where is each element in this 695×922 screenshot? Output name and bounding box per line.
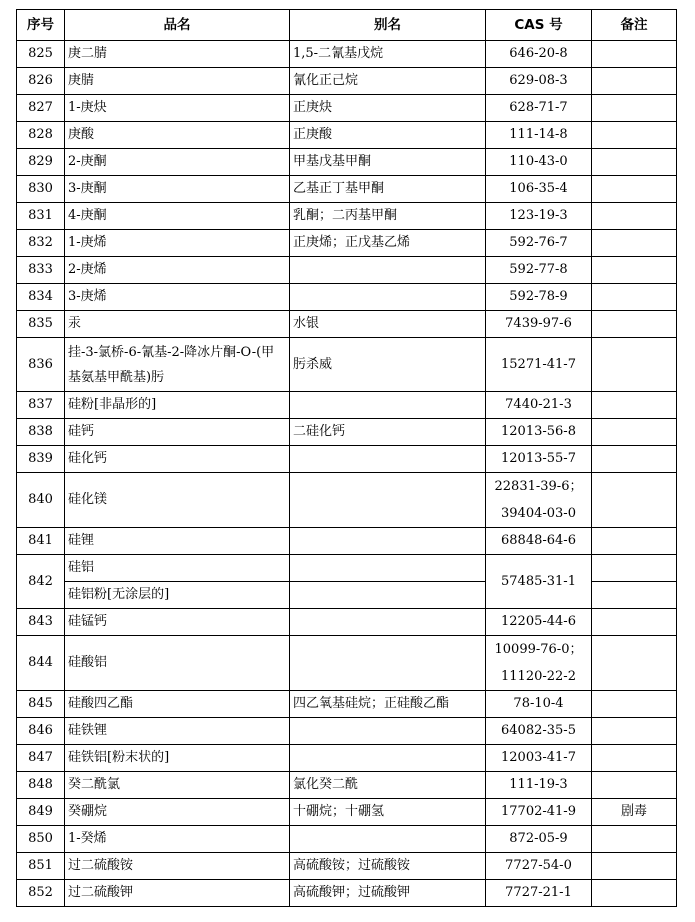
row-alias: 正庚酸: [290, 122, 486, 149]
row-name: 庚二腈: [65, 41, 290, 68]
row-cas: [486, 636, 592, 691]
row-no: 844: [17, 636, 65, 691]
row-note: [592, 826, 677, 853]
row-no: 840: [17, 473, 65, 528]
row-alias: 1,5-二氰基戊烷: [290, 41, 486, 68]
row-alias: 甲基戊基甲酮: [290, 149, 486, 176]
row-no: 847: [17, 745, 65, 772]
table-row: [17, 853, 677, 880]
row-cas: 592-76-7: [486, 230, 592, 257]
row-no: 843: [17, 609, 65, 636]
row-no: 839: [17, 446, 65, 473]
row-note: [592, 609, 677, 636]
row-name: 2-庚酮: [65, 149, 290, 176]
row-name: 癸硼烷: [65, 799, 290, 826]
row-note: [592, 176, 677, 203]
row-name: [65, 555, 290, 609]
row-note: [592, 772, 677, 799]
cas-line: 11120-22-2: [501, 669, 576, 684]
row-cas: 7727-54-0: [486, 853, 592, 880]
table-row: [17, 745, 677, 772]
row-cas: 12013-55-7: [486, 446, 592, 473]
note-line: [592, 581, 676, 608]
row-name: 硅粉[非晶形的]: [65, 392, 290, 419]
row-alias: [290, 745, 486, 772]
row-cas: 646-20-8: [486, 41, 592, 68]
table-row: [17, 609, 677, 636]
chemical-table: [16, 9, 677, 907]
row-name: 过二硫酸钾: [65, 880, 290, 907]
row-no: 826: [17, 68, 65, 95]
row-cas: 12013-56-8: [486, 419, 592, 446]
row-alias: 高硫酸铵；过硫酸铵: [290, 853, 486, 880]
header-no: 序号: [17, 10, 65, 41]
row-name: 硅钙: [65, 419, 290, 446]
row-name: 硅锰钙: [65, 609, 290, 636]
row-cas: 68848-64-6: [486, 528, 592, 555]
row-note: [592, 338, 677, 392]
row-no: 828: [17, 122, 65, 149]
row-name: 硅锂: [65, 528, 290, 555]
row-alias: 乳酮；二丙基甲酮: [290, 203, 486, 230]
row-no: 829: [17, 149, 65, 176]
table-row: [17, 826, 677, 853]
row-alias: 氰化正己烷: [290, 68, 486, 95]
row-name: 硅铁锂: [65, 718, 290, 745]
row-note: [592, 636, 677, 691]
row-name: 硅化钙: [65, 446, 290, 473]
row-alias: 水银: [290, 311, 486, 338]
row-no: 852: [17, 880, 65, 907]
table-row: [17, 880, 677, 907]
row-note: [592, 230, 677, 257]
row-alias: 正庚烯；正戊基乙烯: [290, 230, 486, 257]
row-note: [592, 880, 677, 907]
table-row: [17, 772, 677, 799]
row-note: [592, 311, 677, 338]
row-alias: 正庚炔: [290, 95, 486, 122]
row-name: 2-庚烯: [65, 257, 290, 284]
row-alias: 肟杀威: [290, 338, 486, 392]
table-row: [17, 257, 677, 284]
row-no: 833: [17, 257, 65, 284]
row-cas: 7440-21-3: [486, 392, 592, 419]
header-row: [17, 10, 677, 41]
row-cas: 7727-21-1: [486, 880, 592, 907]
row-no: 836: [17, 338, 65, 392]
row-no: 837: [17, 392, 65, 419]
row-name: 硅酸四乙酯: [65, 691, 290, 718]
row-note: [592, 718, 677, 745]
row-cas: 872-05-9: [486, 826, 592, 853]
row-cas: 15271-41-7: [486, 338, 592, 392]
row-name: 庚酸: [65, 122, 290, 149]
name-line: 硅铝: [68, 560, 95, 575]
table-row: [17, 68, 677, 95]
row-cas: 12003-41-7: [486, 745, 592, 772]
row-no: 845: [17, 691, 65, 718]
row-note: [592, 473, 677, 528]
row-cas: 629-08-3: [486, 68, 592, 95]
row-note: [592, 446, 677, 473]
table-row: [17, 555, 677, 609]
table-row: [17, 176, 677, 203]
row-name: 1-庚炔: [65, 95, 290, 122]
table-row: [17, 230, 677, 257]
row-cas: 78-10-4: [486, 691, 592, 718]
row-alias: [290, 392, 486, 419]
row-no: 831: [17, 203, 65, 230]
row-alias: 十硼烷；十硼氢: [290, 799, 486, 826]
row-name: 3-庚酮: [65, 176, 290, 203]
row-alias: 四乙氧基硅烷；正硅酸乙酯: [290, 691, 486, 718]
row-note: [592, 203, 677, 230]
row-no: 848: [17, 772, 65, 799]
table-row: [17, 311, 677, 338]
row-note: [592, 555, 677, 609]
row-no: 846: [17, 718, 65, 745]
table-row: [17, 392, 677, 419]
row-name: 1-庚烯: [65, 230, 290, 257]
row-cas: 57485-31-1: [486, 555, 592, 609]
row-alias: [290, 473, 486, 528]
row-cas: 628-71-7: [486, 95, 592, 122]
row-note: [592, 745, 677, 772]
row-alias: [290, 284, 486, 311]
row-no: 827: [17, 95, 65, 122]
table-row: [17, 446, 677, 473]
row-no: 841: [17, 528, 65, 555]
row-alias: [290, 446, 486, 473]
name-line: 硅铝粉[无涂层的]: [65, 581, 289, 608]
row-name: 癸二酰氯: [65, 772, 290, 799]
row-name: 3-庚烯: [65, 284, 290, 311]
row-note: [592, 284, 677, 311]
row-cas: 7439-97-6: [486, 311, 592, 338]
row-name: 4-庚酮: [65, 203, 290, 230]
row-cas: 111-19-3: [486, 772, 592, 799]
note-line: [592, 555, 676, 581]
row-name: 1-癸烯: [65, 826, 290, 853]
row-note: [592, 528, 677, 555]
row-cas: 17702-41-9: [486, 799, 592, 826]
row-cas: 64082-35-5: [486, 718, 592, 745]
row-cas: 592-78-9: [486, 284, 592, 311]
row-no: 838: [17, 419, 65, 446]
row-cas: 12205-44-6: [486, 609, 592, 636]
row-alias: [290, 528, 486, 555]
row-cas: 111-14-8: [486, 122, 592, 149]
row-no: 835: [17, 311, 65, 338]
row-note: [592, 257, 677, 284]
row-name: 过二硫酸铵: [65, 853, 290, 880]
row-no: 849: [17, 799, 65, 826]
row-note: [592, 41, 677, 68]
cas-line: 39404-03-0: [501, 506, 576, 521]
row-no: 851: [17, 853, 65, 880]
header-name: 品名: [65, 10, 290, 41]
row-note: [592, 419, 677, 446]
row-name: 硅铁铝[粉末状的]: [65, 745, 290, 772]
row-alias: [290, 826, 486, 853]
row-alias: 乙基正丁基甲酮: [290, 176, 486, 203]
header-alias: 别名: [290, 10, 486, 41]
row-alias: [290, 636, 486, 691]
row-cas: 110-43-0: [486, 149, 592, 176]
row-cas: 592-77-8: [486, 257, 592, 284]
row-note: [592, 691, 677, 718]
row-cas: 123-19-3: [486, 203, 592, 230]
row-no: 830: [17, 176, 65, 203]
table-row: [17, 528, 677, 555]
header-cas: CAS 号: [486, 10, 592, 41]
row-note: [592, 392, 677, 419]
row-alias: 二硅化钙: [290, 419, 486, 446]
row-cas: [486, 473, 592, 528]
cas-line: 10099-76-0；: [494, 642, 583, 657]
row-name: 汞: [65, 311, 290, 338]
table-row: [17, 203, 677, 230]
row-note: [592, 68, 677, 95]
table-row: [17, 636, 677, 691]
row-name: 挂-3-氯桥-6-氰基-2-降冰片酮-O-(甲基氨基甲酰基)肟: [65, 338, 290, 392]
row-note: [592, 122, 677, 149]
row-no: 832: [17, 230, 65, 257]
table-row: [17, 473, 677, 528]
row-name: 硅化镁: [65, 473, 290, 528]
table-row: [17, 284, 677, 311]
header-note: 备注: [592, 10, 677, 41]
table-row: [17, 122, 677, 149]
table-row: [17, 149, 677, 176]
row-alias: [290, 609, 486, 636]
row-alias: [290, 718, 486, 745]
table-row: [17, 799, 677, 826]
alias-line: [290, 555, 485, 581]
row-alias: [290, 257, 486, 284]
row-note: [592, 95, 677, 122]
table-row: [17, 419, 677, 446]
row-note: 剧毒: [592, 799, 677, 826]
table-row: [17, 691, 677, 718]
alias-line: [290, 581, 485, 608]
row-no: 850: [17, 826, 65, 853]
table-row: [17, 718, 677, 745]
table-row: [17, 338, 677, 392]
row-name: 庚腈: [65, 68, 290, 95]
row-alias: 氯化癸二酰: [290, 772, 486, 799]
cas-line: 22831-39-6；: [494, 479, 583, 494]
row-alias: [290, 555, 486, 609]
row-no: 825: [17, 41, 65, 68]
row-alias: 高硫酸钾；过硫酸钾: [290, 880, 486, 907]
row-note: [592, 149, 677, 176]
table-row: [17, 41, 677, 68]
row-no: 842: [17, 555, 65, 609]
table-row: [17, 95, 677, 122]
row-cas: 106-35-4: [486, 176, 592, 203]
row-name: 硅酸铝: [65, 636, 290, 691]
row-no: 834: [17, 284, 65, 311]
row-note: [592, 853, 677, 880]
